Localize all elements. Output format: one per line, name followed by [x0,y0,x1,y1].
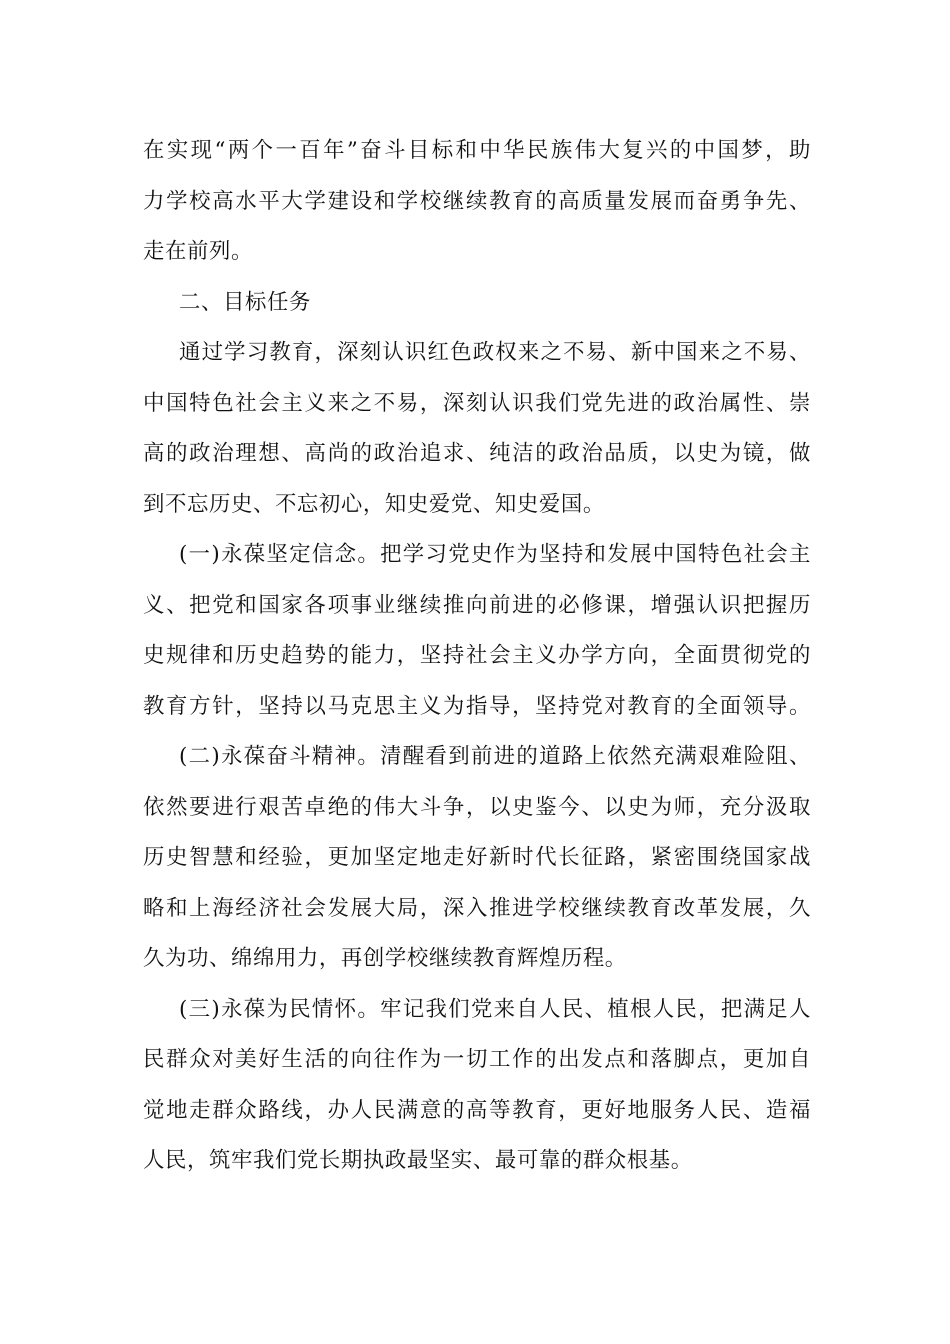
text-line: 历史智慧和经验，更加坚定地走好新时代长征路，紧密围绕国家战 [143,845,811,870]
section-heading: 二、目标任务 [179,289,311,315]
text-line: 义、把党和国家各项事业继续推向前进的必修课，增强认识把握历 [143,592,811,618]
text-line: 史规律和历史趋势的能力，坚持社会主义办学方向，全面贯彻党的 [143,643,811,668]
text-line: 力学校高水平大学建设和学校继续教育的高质量发展而奋勇争先、 [143,188,811,214]
text-line: 民群众对美好生活的向往作为一切工作的出发点和落脚点，更加自 [143,1047,811,1072]
text-line: 在实现“两个一百年”奋斗目标和中华民族伟大复兴的中国梦，助 [143,138,811,163]
text-line: 教育方针，坚持以马克思主义为指导，坚持党对教育的全面领导。 [143,693,811,719]
text-line: 高的政治理想、高尚的政治追求、纯洁的政治品质，以史为镜，做 [143,441,811,466]
text-line: (二)永葆奋斗精神。清醒看到前进的道路上依然充满艰难险阻、 [179,744,811,769]
text-line: 略和上海经济社会发展大局，深入推进学校继续教育改革发展，久 [143,895,811,921]
text-line: 走在前列。 [143,239,253,264]
text-line: 通过学习教育，深刻认识红色政权来之不易、新中国来之不易、 [179,340,811,365]
text-line: 到不忘历史、不忘初心，知史爱党、知史爱国。 [143,491,605,517]
text-line: 中国特色社会主义来之不易，深刻认识我们党先进的政治属性、崇 [143,390,811,416]
text-line: 人民，筑牢我们党长期执政最坚实、最可靠的群众根基。 [143,1148,693,1173]
text-line: (三)永葆为民情怀。牢记我们党来自人民、植根人民，把满足人 [179,996,811,1022]
document-body [143,126,811,1187]
text-line: (一)永葆坚定信念。把学习党史作为坚持和发展中国特色社会主 [179,542,811,567]
text-line: 觉地走群众路线，办人民满意的高等教育，更好地服务人民、造福 [143,1097,811,1123]
text-line: 久为功、绵绵用力，再创学校继续教育辉煌历程。 [143,946,627,971]
text-line: 依然要进行艰苦卓绝的伟大斗争，以史鉴今、以史为师，充分汲取 [143,794,811,820]
